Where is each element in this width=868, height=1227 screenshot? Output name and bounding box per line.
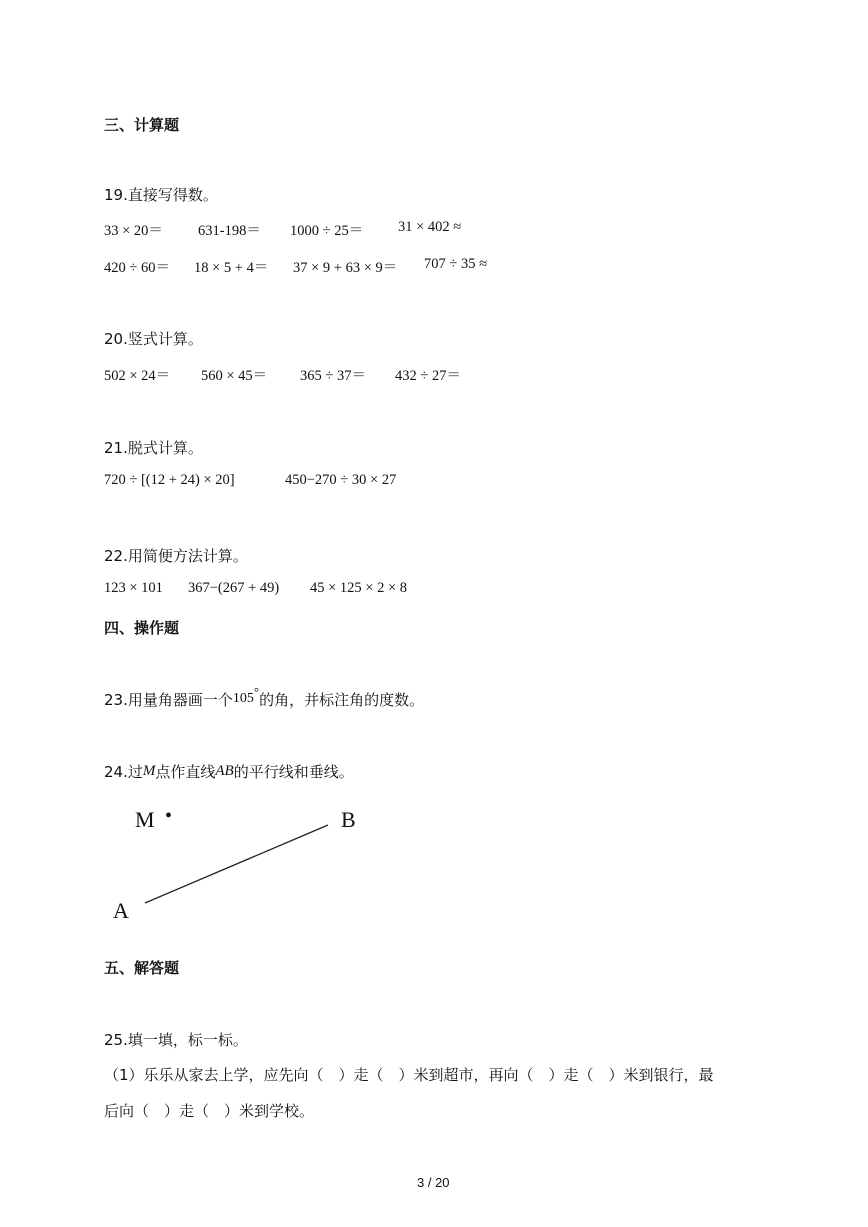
- point-a-label: A: [113, 898, 129, 923]
- q23-degree-symbol: °: [253, 684, 260, 699]
- question-24: [104, 761, 354, 782]
- q25-line-2: 后向（ ）走（ ）米到学校。: [104, 1102, 315, 1120]
- q23-angle-value: 105: [232, 691, 254, 706]
- q22-expression: 123 × 101: [104, 580, 163, 596]
- q24-point-m: M: [142, 763, 156, 779]
- q19-expression: 707 ÷ 35 ≈: [424, 256, 488, 272]
- question-20-title: 20.竖式计算。: [104, 330, 203, 348]
- q20-expression: 560 × 45＝: [201, 368, 268, 384]
- q22-expression: 367−(267 + 49): [188, 580, 280, 596]
- q20-expression: 365 ÷ 37＝: [300, 368, 366, 384]
- q23-prefix: 23.用量角器画一个: [104, 691, 233, 709]
- q19-expression: 37 × 9 + 63 × 9＝: [293, 260, 398, 276]
- q21-expression: 720 ÷ [(12 + 24) × 20]: [104, 472, 235, 488]
- q19-expression: 18 × 5 + 4＝: [194, 260, 269, 276]
- line-ab: [145, 825, 328, 903]
- question-23: [104, 684, 425, 710]
- q20-expression: 432 ÷ 27＝: [395, 368, 461, 384]
- section-title-answer: 五、解答题: [104, 959, 180, 977]
- q21-expression: 450−270 ÷ 30 × 27: [285, 472, 397, 488]
- q23-suffix: 的角，并标注角的度数。: [259, 691, 425, 709]
- q19-expression: 1000 ÷ 25＝: [290, 223, 364, 239]
- q24-prefix: 24.过: [104, 763, 143, 781]
- question-22-title: 22.用简便方法计算。: [104, 547, 248, 565]
- point-b-label: B: [341, 807, 356, 832]
- q25-line-1: （1）乐乐从家去上学，应先向（ ）走（ ）米到超市，再向（ ）走（ ）米到银行，最: [104, 1066, 714, 1084]
- q19-expression: 31 × 402 ≈: [398, 219, 462, 235]
- section-title-calculation: 三、计算题: [104, 116, 180, 134]
- question-19-title: 19.直接写得数。: [104, 186, 218, 204]
- q20-expression: 502 × 24＝: [104, 368, 171, 384]
- q24-suffix: 的平行线和垂线。: [233, 763, 354, 781]
- q22-expression: 45 × 125 × 2 × 8: [310, 580, 408, 596]
- section-title-operation: 四、操作题: [104, 619, 180, 637]
- q19-expression: 420 ÷ 60＝: [104, 260, 170, 276]
- page-number: 3 / 20: [417, 1175, 450, 1190]
- q19-expression: 33 × 20＝: [104, 223, 163, 239]
- q24-line-ab: AB: [215, 763, 234, 779]
- question-25-title: 25.填一填，标一标。: [104, 1031, 248, 1049]
- point-m-label: M: [135, 807, 155, 832]
- question-21-title: 21.脱式计算。: [104, 439, 203, 457]
- q24-mid: 点作直线: [155, 763, 216, 781]
- q19-expression: 631-198＝: [198, 223, 261, 239]
- point-m-dot: •: [165, 805, 173, 827]
